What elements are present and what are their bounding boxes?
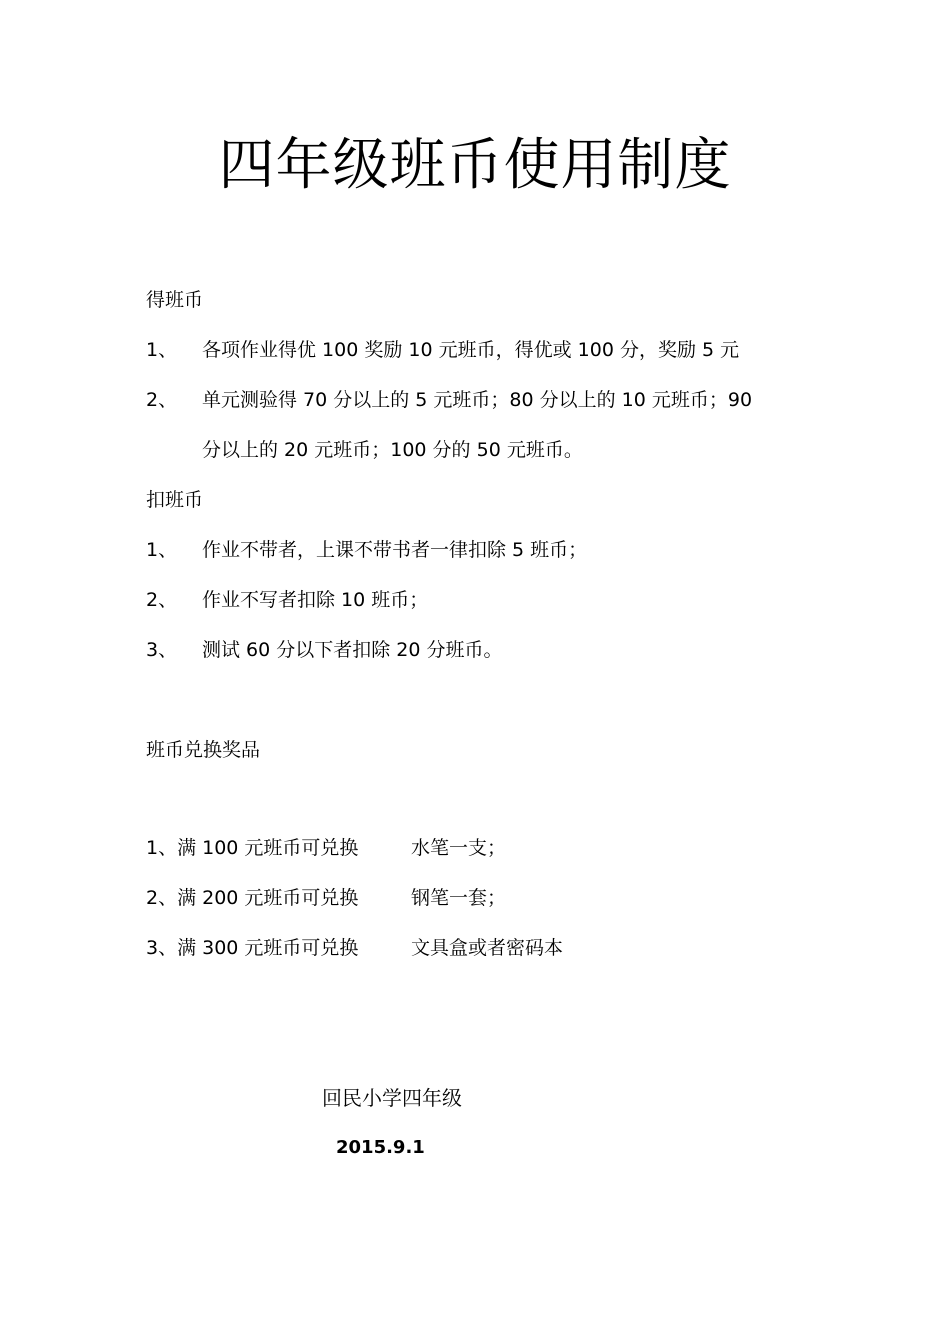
deduct-item-number: 2、 [146,589,178,611]
exchange-condition: 2、满 200 元班币可兑换 [146,887,359,909]
exchange-condition: 1、满 100 元班币可兑换 [146,837,359,859]
document-title: 四年级班币使用制度 [218,133,732,198]
deduct-item-number: 1、 [146,539,178,561]
earn-item [146,386,752,414]
exchange-prize: 钢笔一套； [411,887,507,909]
deduct-item-text: 测试 60 分以下者扣除 20 分班币。 [202,639,503,661]
exchange-item [146,834,506,862]
deduct-item [146,586,428,614]
earn-item-number: 2、 [146,389,178,411]
deduct-item-text: 作业不写者扣除 10 班币； [202,589,429,611]
earn-item-number: 1、 [146,339,178,361]
earn-item-continuation: 分以上的 20 元班币；100 分的 50 元班币。 [202,439,583,461]
earn-item-text: 单元测验得 70 分以上的 5 元班币；80 分以上的 10 元班币；90 [202,389,753,411]
deduct-heading: 扣班币 [146,489,204,511]
exchange-heading: 班币兑换奖品 [146,739,261,761]
exchange-condition: 3、满 300 元班币可兑换 [146,937,359,959]
signature-school: 回民小学四年级 [322,1086,462,1110]
deduct-item [146,636,503,664]
exchange-prize: 水笔一支； [411,837,507,859]
earn-item [146,336,739,364]
earn-item-text: 各项作业得优 100 奖励 10 元班币，得优或 100 分，奖励 5 元 [202,339,740,361]
exchange-item [146,934,563,962]
signature-date: 2015.9.1 [336,1137,425,1158]
exchange-prize: 文具盒或者密码本 [411,937,564,959]
deduct-item-number: 3、 [146,639,178,661]
deduct-item-text: 作业不带者，上课不带书者一律扣除 5 班币； [202,539,588,561]
deduct-item [146,536,587,564]
earn-heading: 得班币 [146,289,204,311]
exchange-item [146,884,506,912]
